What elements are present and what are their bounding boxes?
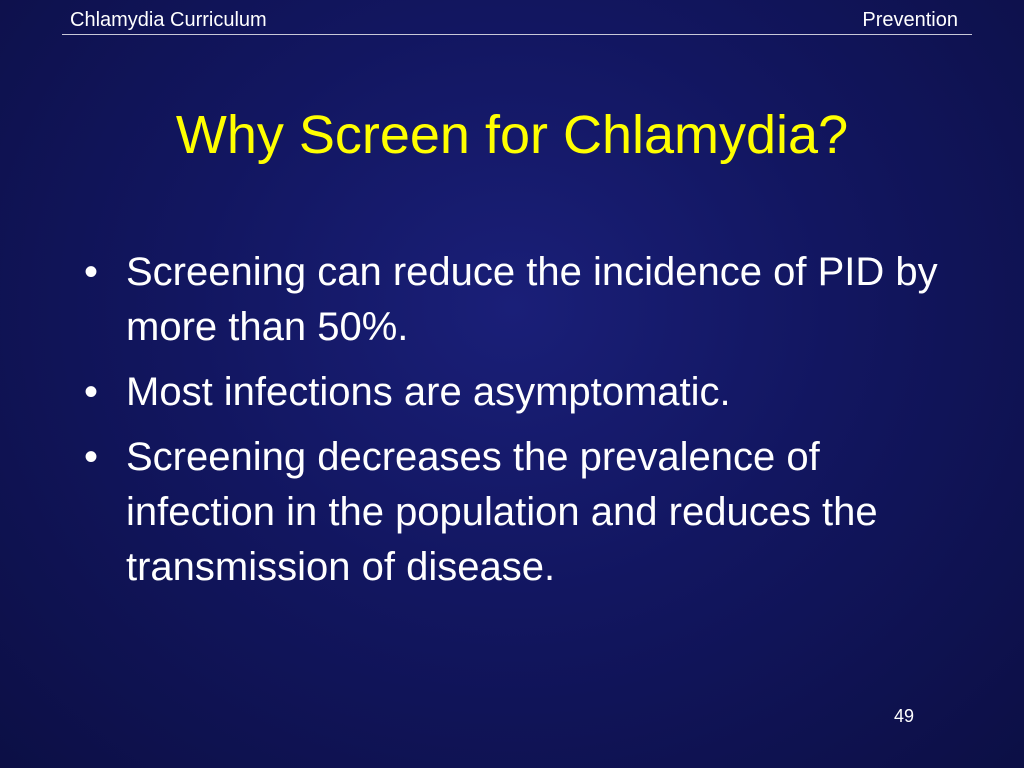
bullet-marker: • xyxy=(84,370,99,414)
bullet-text: Screening decreases the prevalence of infection in the population and reduces the transmission of disease. xyxy=(126,435,878,589)
bullet-text: Screening can reduce the incidence of PID by more than 50%. xyxy=(126,250,938,349)
bullet-marker: • xyxy=(84,250,99,294)
bullet-marker: • xyxy=(84,435,99,479)
slide-header xyxy=(62,8,972,35)
section-title: Prevention xyxy=(862,9,958,31)
slide-title: Why Screen for Chlamydia? xyxy=(175,105,849,165)
bullet-item xyxy=(84,365,944,420)
page-number: 49 xyxy=(893,706,914,726)
course-title: Chlamydia Curriculum xyxy=(70,9,267,31)
bullet-text: Most infections are asymptomatic. xyxy=(126,370,731,414)
bullet-item xyxy=(84,245,944,355)
bullet-list xyxy=(84,245,944,605)
bullet-item xyxy=(84,430,944,595)
